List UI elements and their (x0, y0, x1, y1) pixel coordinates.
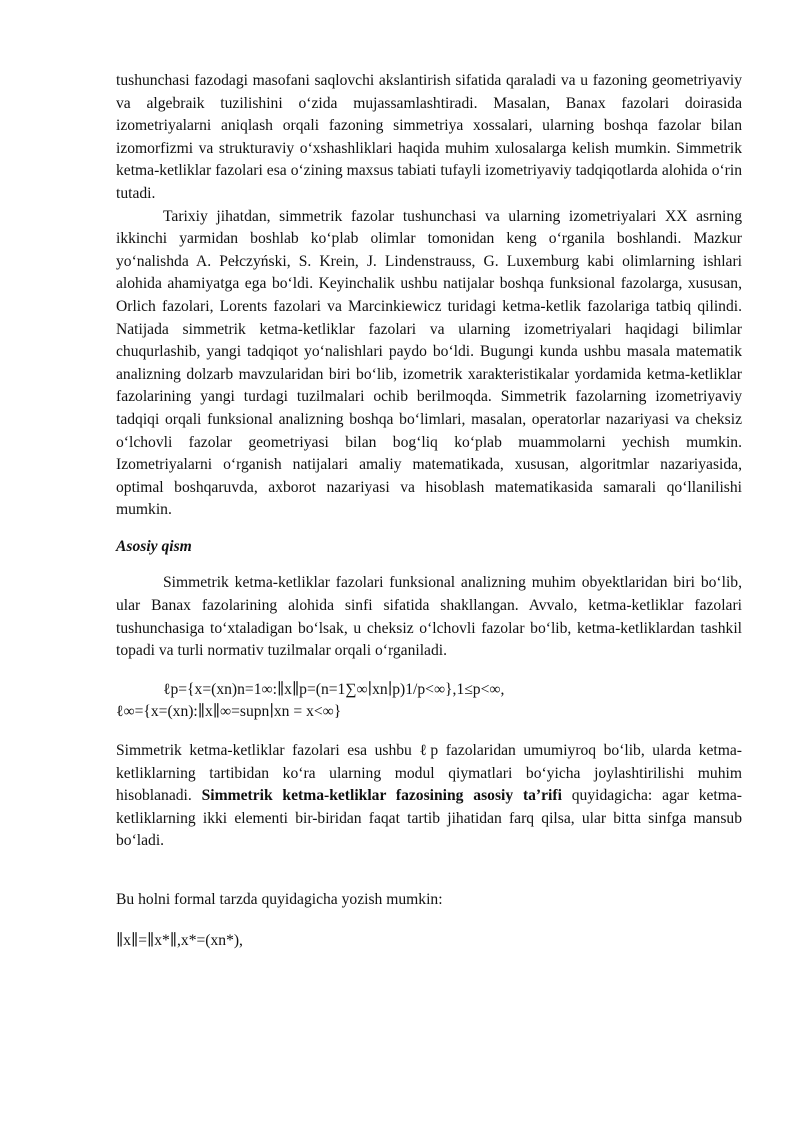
paragraph-formal-intro: Bu holni formal tarzda quyidagicha yozish mumkin: (116, 891, 443, 908)
paragraph-intro-continuation: tushunchasi fazodagi masofani saqlovchi akslantirish sifatida qaraladi va u fazoning geometriyaviy va algebraik tuzilishini o‘zida mujassamlashtiradi. Masalan, Banax fazolari doirasida izometriyalarni aniqlash orqali fazoning simmetriya xossalari, ularning boshqa fazolar bilan izomorfizmi va strukturaviy o‘xshashliklari haqida muhim xulosalarga kelish mumkin. Simmetrik ketma-ketliklar fazolari esa o‘zining maxsus tabiati tufayli izometriyaviy tadqiqotlarda alohida o‘rin tutadi. (116, 72, 742, 202)
paragraph-history: Tarixiy jihatdan, simmetrik fazolar tushunchasi va ularning izometriyalari XX asrning ikkinchi yarmidan boshlab ko‘plab olimlar tomonidan keng o‘rganila boshlandi. Mazkur yo‘nalishda A. Pełczyński, S. Krein, J. Lindenstrauss, G. Luxemburg kabi olimlarning ishlari alohida ahamiyatga ega bo‘ldi. Keyinchalik ushbu natijalar boshqa funksional fazolarga, xususan, Orlich fazolari, Lorents fazolari va Marcinkiewicz turidagi ketma-ketlik fazolariga tatbiq qilindi. Natijada simmetrik ketma-ketliklar fazolari va ularning izometriyalari haqidagi bilimlar chuqurlashib, yangi tadqiqot yo‘nalishlari paydo bo‘ldi. Bugungi kunda ushbu masala matematik analizning dolzarb mavzularidan biri bo‘lib, izometrik xarakteristikalar yordamida ketma-ketliklar fazolarining yangi turdagi tuzilmalari ochib berilmoqda. Simmetrik fazolarning izometriyaviy tadqiqi orqali funksional analizning boshqa bo‘limlari, masalan, operatorlar nazariyasi va cheksiz o‘lchovli fazolar geometriyasi bilan bog‘liq ko‘plab muammolarni yechish mumkin. Izometriyalarni o‘rganish natijalari amaliy matematikada, xususan, algoritmlar nazariyasida, optimal boshqaruvda, axborot nazariyasi va hisoblash matematikasida samarali qo‘llanilishi mumkin. (116, 207, 742, 519)
formula-linf: ℓ∞={x=(xn):∥x∥∞=supn∣xn = x<∞} (116, 703, 342, 721)
section-heading: Asosiy qism (116, 537, 192, 555)
definition-text-b: quyidagicha: agar ketma-ketliklarning ikki elementi bir-biridan faqat tartib jihatidan farq qilsa, ular bitta sinfga mansub bo‘ladi. (116, 787, 742, 850)
paragraph-main-intro: Simmetrik ketma-ketliklar fazolari funksional analizning muhim obyektlaridan biri bo‘lib, ular Banax fazolarining alohida sinfi sifatida shakllangan. Avvalo, ketma-ketliklar fazolari tushunchasiga to‘xtaladigan bo‘lsak, u cheksiz o‘lchovli fazolar bo‘lib, ketma-ketliklardan tashkil topadi va turli normativ tuzilmalar orqali o‘rganiladi. (116, 574, 742, 660)
formula-lp-spaces (116, 679, 742, 724)
paragraph-definition (116, 740, 742, 853)
definition-text-a: Simmetrik ketma-ketliklar fazolari esa ushbu ℓp fazolaridan umumiyroq bo‘lib, ularda ketma-ketliklarning tartibidan ko‘ra ularning modul qiymatlari bo‘yicha joylashtirilishi muhim hisoblanadi. (116, 742, 742, 805)
document-page (116, 70, 742, 952)
formula-norm-rearrangement: ∥x∥=∥x*∥,x*=(xn*), (116, 931, 243, 949)
definition-bold-term: Simmetrik ketma-ketliklar fazosining asosiy ta’rifi (201, 787, 562, 805)
formula-lp: ℓp={x=(xn)n=1∞:∥x∥p=(n=1∑∞∣xn∣p)1/p<∞},1≤p<∞, (163, 680, 505, 698)
